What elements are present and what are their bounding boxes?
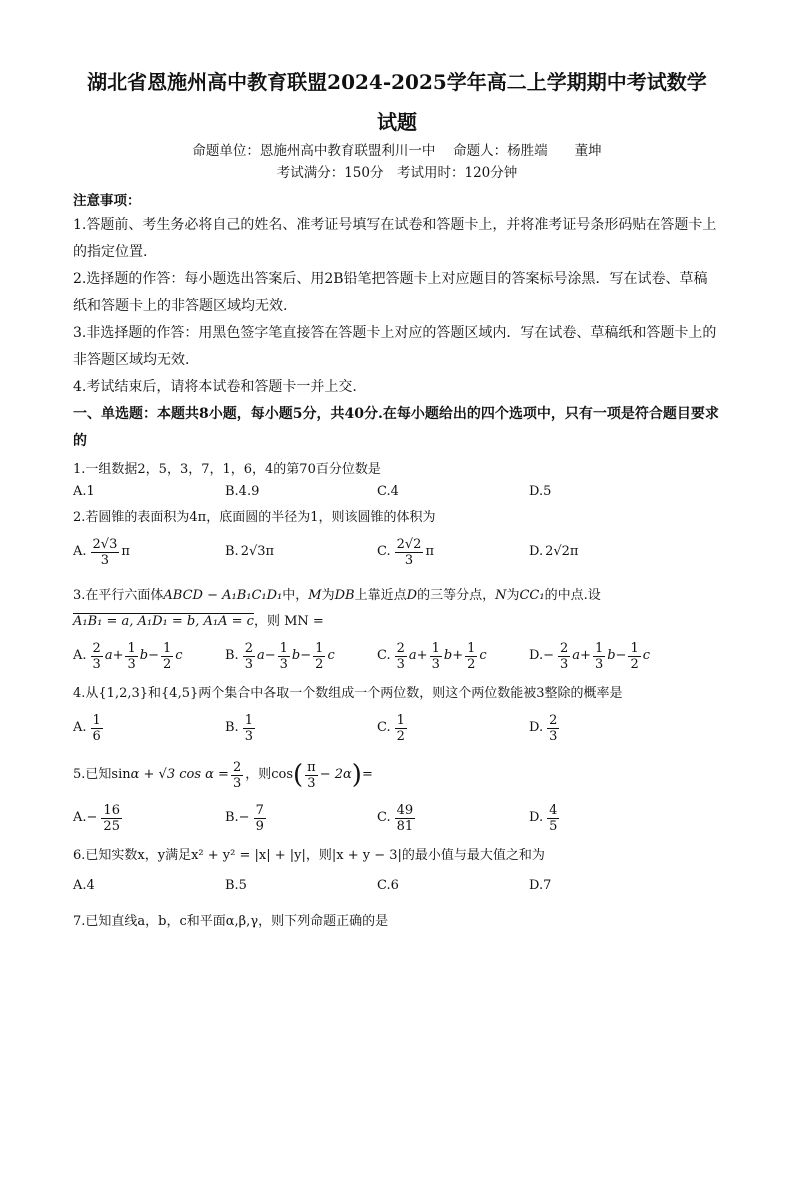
option-b: B. $\frac{2}{3}$ a − $\frac{1}{3}$ b − $\frac{1}{2}$ c bbox=[225, 640, 335, 672]
option-a: A. $\frac{2√3}{3}$ π bbox=[73, 536, 130, 568]
question-3-vectors: A₁B₁ = a, A₁D₁ = b, A₁A = c，则 MN = bbox=[73, 614, 324, 629]
option-d: D.7 bbox=[529, 878, 552, 893]
option-b: B. $\frac{1}{3}$ bbox=[225, 712, 253, 744]
section-heading: 一、单选题：本题共8小题，每小题5分，共40分.在每小题给出的四个选项中，只有一项是符合题目要求的 bbox=[73, 406, 719, 449]
option-a: A.1 bbox=[73, 484, 95, 499]
note-item: 3.非选择题的作答：用黑色签字笔直接答在答题卡上对应的答题区域内．写在试卷、草稿纸和答题卡上的非答题区域均无效. bbox=[73, 325, 717, 368]
question-7-stem: 7.已知直线a，b，c和平面α,β,γ，则下列命题正确的是 bbox=[73, 914, 389, 929]
option-d: D. 2√2π bbox=[529, 544, 579, 559]
option-d: D.5 bbox=[529, 484, 552, 499]
exam-title-line2: 试题 bbox=[377, 110, 417, 134]
question-1-options bbox=[73, 481, 721, 503]
option-c: C.6 bbox=[377, 878, 399, 893]
question-6-options bbox=[73, 875, 721, 897]
question-4-options bbox=[73, 705, 721, 751]
question-5-options bbox=[73, 795, 721, 841]
exam-page bbox=[0, 64, 794, 1187]
option-a: A.4 bbox=[73, 878, 95, 893]
exam-duration-info: 考试满分：150分 考试用时：120分钟 bbox=[276, 165, 518, 181]
option-d: D.− $\frac{2}{3}$ a + $\frac{1}{3}$ b − $\frac{1}{2}$ c bbox=[529, 640, 651, 672]
option-b: B.− $\frac{7}{9}$ bbox=[225, 802, 264, 834]
question-2-options bbox=[73, 529, 721, 575]
option-c: C. $\frac{2}{3}$ a + $\frac{1}{3}$ b + $\frac{1}{2}$ c bbox=[377, 640, 487, 672]
option-c: C. $\frac{1}{2}$ bbox=[377, 712, 405, 744]
question-3-stem: 3.在平行六面体ABCD − A₁B₁C₁D₁中，M为DB上靠近点D的三等分点，N为CC₁的中点.设 bbox=[73, 588, 601, 603]
note-item: 1.答题前、考生务必将自己的姓名、准考证号填写在试卷和答题卡上，并将准考证号条形码贴在答题卡上的指定位置. bbox=[73, 217, 717, 260]
question-6-stem: 6.已知实数x，y满足x² + y² = |x| + |y|，则|x + y − 3|的最小值与最大值之和为 bbox=[73, 848, 545, 863]
exam-title: 湖北省恩施州高中教育联盟2024-2025学年高二上学期期中考试数学 bbox=[87, 70, 707, 94]
question-2-stem: 2.若圆锥的表面积为4π，底面圆的半径为1，则该圆锥的体积为 bbox=[73, 510, 436, 525]
option-a: A.− $\frac{16}{25}$ bbox=[73, 802, 120, 834]
option-b: B. 2√3π bbox=[225, 544, 275, 559]
option-d: D. $\frac{4}{5}$ bbox=[529, 802, 558, 834]
option-d: D. $\frac{2}{3}$ bbox=[529, 712, 558, 744]
question-5-stem: 5.已知sin α + √3 cos α = $\frac{2}{3}$ ，则cos ( $\frac{\pi}{3}$ − 2α ) = bbox=[73, 759, 373, 791]
question-1-stem: 1.一组数据2，5，3，7，1，6，4的第70百分位数是 bbox=[73, 462, 381, 477]
option-a: A. $\frac{2}{3}$ a + $\frac{1}{3}$ b − $\frac{1}{2}$ c bbox=[73, 640, 183, 672]
question-4-stem: 4.从{1,2,3}和{4,5}两个集合中各取一个数组成一个两位数，则这个两位数能被3整除的概率是 bbox=[73, 686, 623, 701]
option-c: C. $\frac{49}{81}$ bbox=[377, 802, 414, 834]
question-3-options bbox=[73, 633, 721, 679]
notes-heading: 注意事项： bbox=[73, 193, 141, 209]
note-item: 4.考试结束后，请将本试卷和答题卡一并上交. bbox=[73, 379, 357, 395]
option-c: C.4 bbox=[377, 484, 399, 499]
option-c: C. $\frac{2√2}{3}$ π bbox=[377, 536, 434, 568]
author-info: 命题单位：恩施州高中教育联盟利川一中 命题人：杨胜端 董坤 bbox=[192, 143, 602, 159]
option-a: A. $\frac{1}{6}$ bbox=[73, 712, 101, 744]
option-b: B.4.9 bbox=[225, 484, 260, 499]
option-b: B.5 bbox=[225, 878, 247, 893]
note-item: 2.选择题的作答：每小题选出答案后、用2B铅笔把答题卡上对应题目的答案标号涂黑．写在试卷、草稿纸和答题卡上的非答题区域均无效. bbox=[73, 271, 708, 314]
